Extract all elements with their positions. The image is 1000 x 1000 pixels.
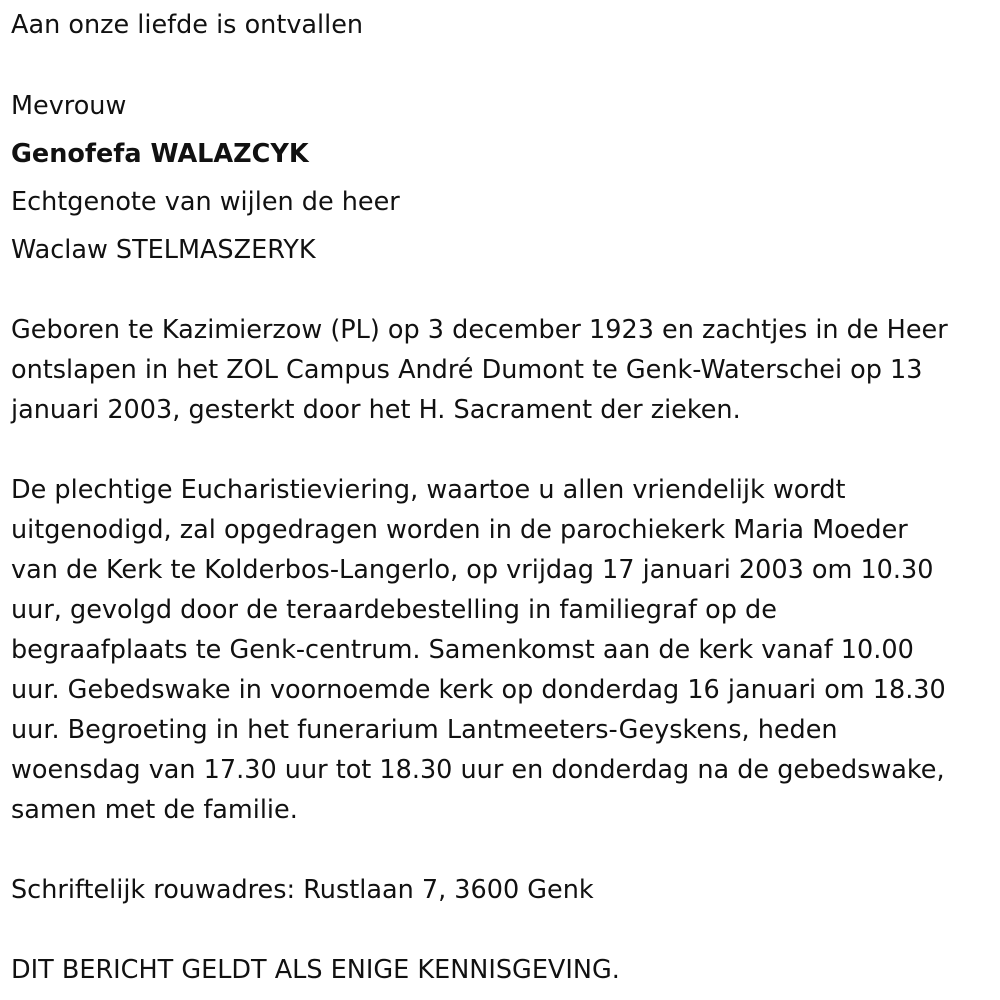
deceased-name: Genofefa WALAZCYK	[11, 139, 309, 169]
ceremony-line-9: samen met de familie.	[11, 795, 298, 825]
mourning-address: Schriftelijk rouwadres: Rustlaan 7, 3600 Genk	[11, 875, 594, 905]
ceremony-line-5: begraafplaats te Genk-centrum. Samenkomst aan de kerk vanaf 10.00	[11, 635, 914, 665]
title-prefix: Mevrouw	[11, 91, 127, 121]
ceremony-line-4: uur, gevolgd door de teraardebestelling in familiegraf op de	[11, 595, 777, 625]
ceremony-line-7: uur. Begroeting in het funerarium Lantmeeters-Geyskens, heden	[11, 715, 838, 745]
birth-death-line-2: ontslapen in het ZOL Campus André Dumont te Genk-Waterschei op 13	[11, 355, 923, 385]
birth-death-line-1: Geboren te Kazimierzow (PL) op 3 december 1923 en zachtjes in de Heer	[11, 315, 948, 345]
closing-notice: DIT BERICHT GELDT ALS ENIGE KENNISGEVING.	[11, 955, 620, 985]
ceremony-line-3: van de Kerk te Kolderbos-Langerlo, op vrijdag 17 januari 2003 om 10.30	[11, 555, 934, 585]
spouse-name: Waclaw STELMASZERYK	[11, 235, 316, 265]
ceremony-line-8: woensdag van 17.30 uur tot 18.30 uur en donderdag na de gebedswake,	[11, 755, 945, 785]
ceremony-line-2: uitgenodigd, zal opgedragen worden in de parochiekerk Maria Moeder	[11, 515, 908, 545]
intro-line: Aan onze liefde is ontvallen	[11, 10, 364, 40]
ceremony-line-6: uur. Gebedswake in voornoemde kerk op donderdag 16 januari om 18.30	[11, 675, 946, 705]
spouse-intro: Echtgenote van wijlen de heer	[11, 187, 400, 217]
birth-death-line-3: januari 2003, gesterkt door het H. Sacrament der zieken.	[11, 395, 741, 425]
ceremony-line-1: De plechtige Eucharistieviering, waartoe u allen vriendelijk wordt	[11, 475, 846, 505]
